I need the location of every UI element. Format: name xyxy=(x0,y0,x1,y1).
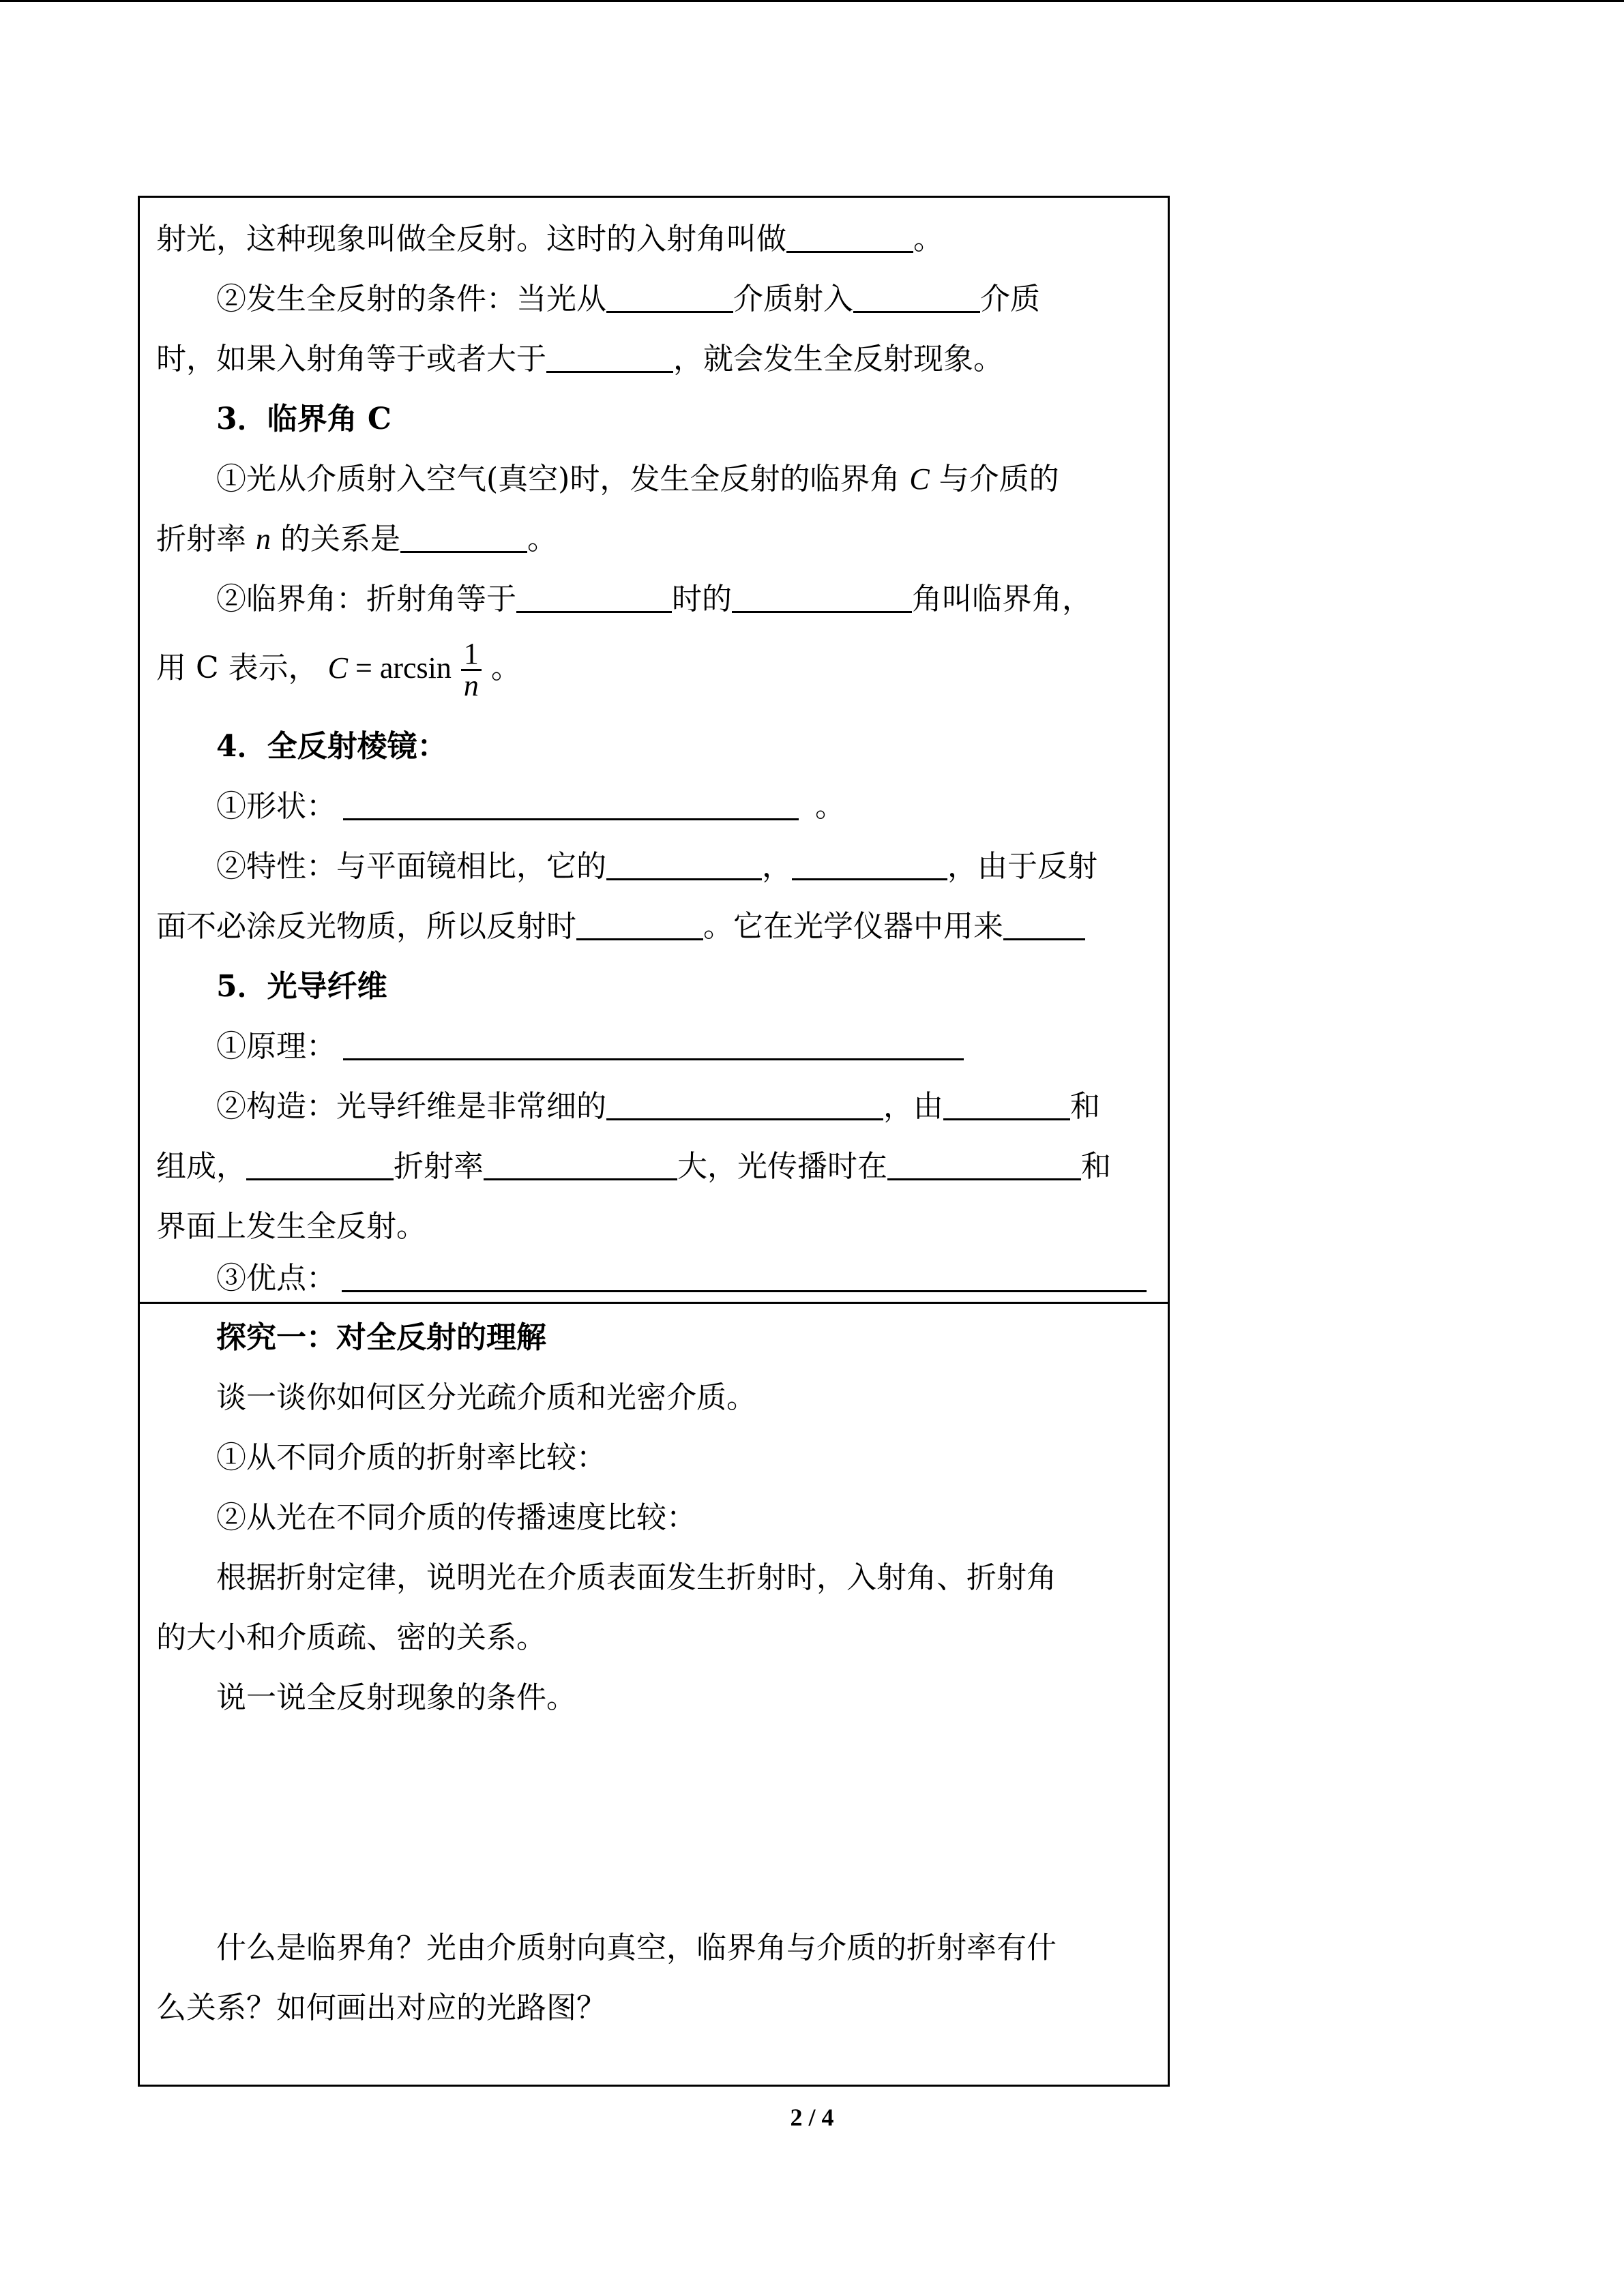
text-span: 大，光传播时在 xyxy=(677,1149,887,1184)
text-span: ③优点： xyxy=(216,1261,336,1296)
fill-blank[interactable] xyxy=(943,1091,1070,1120)
fill-blank[interactable] xyxy=(606,284,733,313)
text-span: 。 xyxy=(815,789,845,824)
text-span: 用 C 表示， xyxy=(156,651,319,685)
page-number: 2 / 4 xyxy=(790,2104,834,2131)
text-line xyxy=(216,579,1092,620)
text-line: ①从不同介质的折射率比较： xyxy=(216,1440,606,1475)
text-line: 谈一谈你如何区分光疏介质和光密介质。 xyxy=(216,1380,756,1415)
fraction xyxy=(461,639,482,701)
review-section-box xyxy=(138,196,1170,1304)
fill-blank[interactable] xyxy=(400,524,527,553)
text-span: ①原理： xyxy=(216,1029,336,1064)
section-heading: 5．光导纤维 xyxy=(216,969,387,1004)
text-span: 与介质的 xyxy=(929,462,1059,496)
fill-blank[interactable] xyxy=(853,284,980,313)
fill-blank[interactable] xyxy=(792,851,947,880)
text-span: 和 xyxy=(1070,1089,1100,1124)
text-line xyxy=(156,219,943,260)
section-heading: 4．全反射棱镜： xyxy=(216,729,447,764)
fill-blank[interactable] xyxy=(576,911,703,940)
text-span: 介质 xyxy=(980,282,1040,316)
fraction-numerator: 1 xyxy=(461,639,482,671)
text-span: 。 xyxy=(913,222,943,256)
fill-blank[interactable] xyxy=(246,1151,394,1180)
text-span: 组成， xyxy=(156,1149,246,1184)
text-span: ， xyxy=(762,849,792,884)
section-heading: 探究一：对全反射的理解 xyxy=(216,1320,546,1355)
text-span: ，由 xyxy=(883,1089,943,1124)
math-function: = arcsin xyxy=(348,651,452,685)
text-span: 时，如果入射角等于或者大于 xyxy=(156,342,546,376)
text-span: ①形状： xyxy=(216,789,336,824)
fill-blank[interactable] xyxy=(732,584,912,613)
formula-line xyxy=(156,637,521,702)
text-span: 。它在光学仪器中用来 xyxy=(703,909,1003,944)
text-line xyxy=(216,786,845,827)
text-span: 面不必涂反光物质，所以反射时 xyxy=(156,909,576,944)
fraction-denominator: n xyxy=(463,669,479,702)
text-line xyxy=(156,906,1085,947)
text-line xyxy=(216,846,1097,887)
section-heading: 3．临界角 C xyxy=(216,402,392,436)
text-span: ，由于反射 xyxy=(947,849,1097,884)
fill-blank[interactable] xyxy=(343,791,799,820)
text-span: 。 xyxy=(490,651,521,685)
text-span: 和 xyxy=(1081,1149,1111,1184)
text-line xyxy=(216,459,1059,500)
fill-blank[interactable] xyxy=(606,851,762,880)
text-span: ②特性：与平面镜相比，它的 xyxy=(216,849,606,884)
text-span: 的关系是 xyxy=(271,522,400,556)
text-line xyxy=(156,519,557,560)
text-span: ，就会发生全反射现象。 xyxy=(673,342,1003,376)
fill-blank[interactable] xyxy=(516,584,672,613)
text-line: ②从光在不同介质的传播速度比较： xyxy=(216,1500,696,1535)
fill-blank[interactable] xyxy=(606,1091,883,1120)
text-line xyxy=(156,339,1003,380)
inquiry-section-box xyxy=(138,1302,1170,2087)
text-line: 界面上发生全反射。 xyxy=(156,1209,426,1244)
fill-blank[interactable] xyxy=(1003,911,1085,940)
text-line: 说一说全反射现象的条件。 xyxy=(216,1680,576,1715)
text-span: 介质射入 xyxy=(733,282,853,316)
text-line xyxy=(216,1258,1147,1299)
text-line: 的大小和介质疏、密的关系。 xyxy=(156,1620,546,1655)
text-line xyxy=(216,1026,964,1067)
text-line xyxy=(216,1086,1100,1127)
text-span: 时的 xyxy=(672,582,732,616)
text-span: 折射率 xyxy=(156,522,256,556)
text-line: 什么是临界角？光由介质射向真空，临界角与介质的折射率有什 xyxy=(216,1930,1057,1965)
math-variable: C xyxy=(909,462,930,496)
fill-blank[interactable] xyxy=(342,1263,1147,1292)
text-span: ②临界角：折射角等于 xyxy=(216,582,516,616)
text-span: ②发生全反射的条件：当光从 xyxy=(216,282,606,316)
fill-blank[interactable] xyxy=(546,344,673,373)
text-span: 折射率 xyxy=(394,1149,484,1184)
fill-blank[interactable] xyxy=(786,224,913,253)
text-span: ②构造：光导纤维是非常细的 xyxy=(216,1089,606,1124)
text-span: 角叫临界角， xyxy=(912,582,1092,616)
text-span: 射光，这种现象叫做全反射。这时的入射角叫做 xyxy=(156,222,786,256)
text-span: 。 xyxy=(527,522,557,556)
text-line xyxy=(216,279,1040,320)
text-line: 么关系？如何画出对应的光路图？ xyxy=(156,1991,606,2025)
fill-blank[interactable] xyxy=(343,1031,964,1060)
fill-blank[interactable] xyxy=(484,1151,677,1180)
text-line xyxy=(156,1146,1111,1187)
math-variable: n xyxy=(256,522,271,556)
text-span: ①光从介质射入空气(真空)时，发生全反射的临界角 xyxy=(216,462,910,496)
page-top-border xyxy=(0,0,1624,2)
math-variable: C xyxy=(327,651,348,685)
text-line: 根据折射定律，说明光在介质表面发生折射时，入射角、折射角 xyxy=(216,1560,1057,1595)
fill-blank[interactable] xyxy=(887,1151,1081,1180)
